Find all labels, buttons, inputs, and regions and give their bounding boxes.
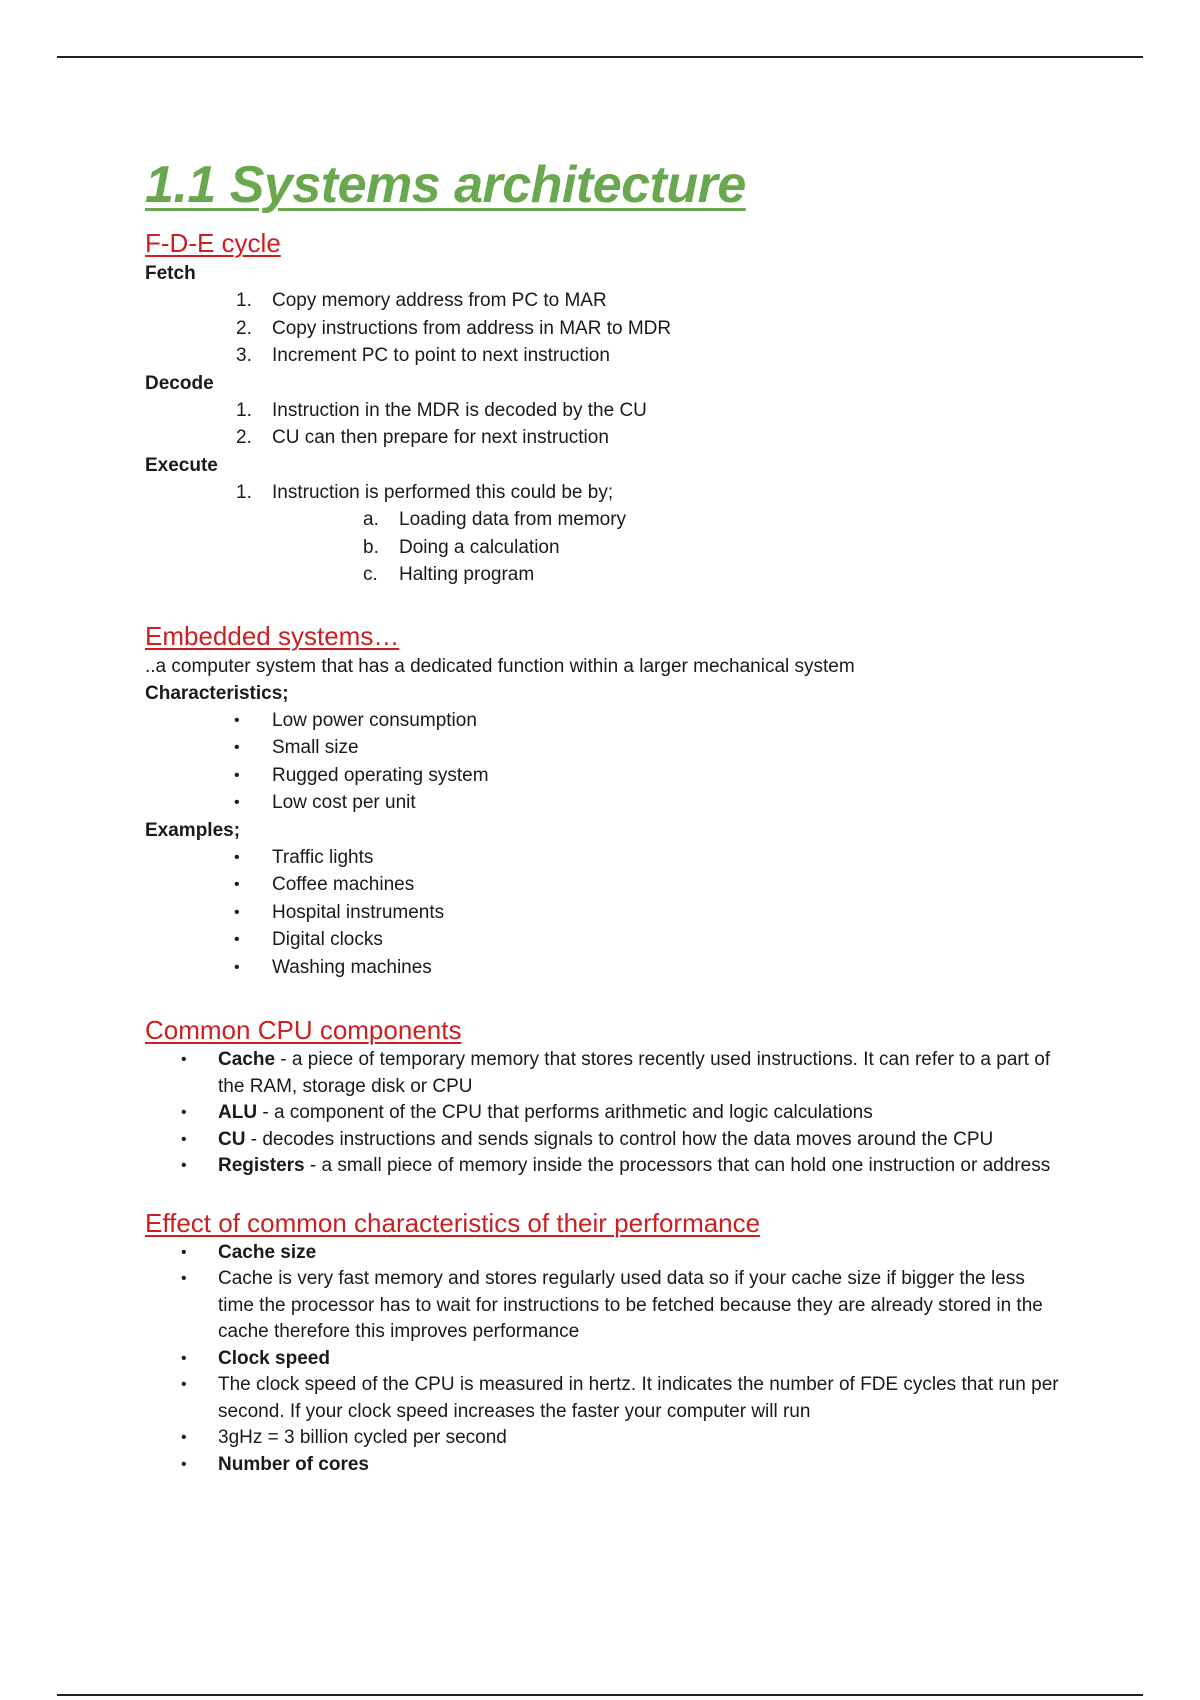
list-item: • Traffic lights	[234, 846, 374, 868]
list-item: • ALU - a component of the CPU that performs arithmetic and logic calculations	[181, 1102, 873, 1123]
cpu-section	[145, 1013, 1065, 1180]
fetch-steps-list	[145, 287, 1065, 370]
header-rule	[57, 56, 1143, 58]
list-item: • Registers - a small piece of memory inside the processors that can hold one instruction or address	[181, 1155, 1051, 1176]
cpu-heading: Common CPU components	[145, 1015, 462, 1045]
effect-heading: Effect of common characteristics of their performance	[145, 1207, 761, 1238]
page-title: 1.1 Systems architecture	[145, 156, 746, 214]
fde-section	[145, 226, 1065, 589]
list-item: • The clock speed of the CPU is measured in hertz. It indicates the number of FDE cycles that run per second. If your clock speed increases the faster your computer will run	[181, 1374, 1059, 1422]
effect-list	[145, 1240, 1065, 1479]
document-body	[145, 152, 1065, 1478]
list-item: • Hospital instruments	[234, 901, 445, 923]
list-item: 1. Copy memory address from PC to MAR	[236, 290, 607, 311]
effect-section	[145, 1206, 1065, 1479]
characteristics-list	[145, 707, 1065, 817]
list-item: • Washing machines	[234, 956, 432, 978]
embedded-definition: ..a computer system that has a dedicated function within a larger mechanical system	[145, 655, 855, 677]
decode-steps-list	[145, 397, 1065, 452]
list-item: • CU - decodes instructions and sends signals to control how the data moves around the CPU	[181, 1128, 994, 1150]
cpu-components-list	[145, 1047, 1065, 1180]
list-item: • Low power consumption	[234, 709, 477, 731]
list-item: • Digital clocks	[234, 929, 383, 950]
execute-label: Execute	[145, 454, 218, 476]
decode-label: Decode	[145, 372, 214, 394]
list-item: 2. CU can then prepare for next instruction	[236, 427, 609, 448]
embedded-heading: Embedded systems…	[145, 620, 400, 651]
list-item: • Cache - a piece of temporary memory that stores recently used instructions. It can refer to a part of the RAM, storage disk or CPU	[181, 1049, 1051, 1097]
list-item: 2. Copy instructions from address in MAR to MDR	[236, 317, 672, 339]
list-item: • Low cost per unit	[234, 792, 416, 813]
list-item: • Rugged operating system	[234, 764, 489, 786]
list-item: 1. Instruction in the MDR is decoded by the CU	[236, 399, 647, 421]
characteristics-label: Characteristics;	[145, 682, 289, 704]
examples-label: Examples;	[145, 819, 241, 841]
fetch-label: Fetch	[145, 263, 196, 284]
list-item: • Small size	[234, 737, 359, 758]
list-item: b. Doing a calculation	[363, 536, 560, 558]
list-item: • Number of cores	[181, 1453, 369, 1475]
list-item: • Cache size	[181, 1241, 317, 1263]
examples-list	[145, 844, 1065, 982]
list-item: • Coffee machines	[234, 874, 415, 895]
list-item: • 3gHz = 3 billion cycled per second	[181, 1427, 507, 1448]
embedded-section	[145, 619, 1065, 982]
execute-steps-list	[145, 479, 1065, 589]
list-item: a. Loading data from memory	[363, 509, 627, 530]
list-item: c. Halting program	[363, 564, 535, 585]
footer-rule	[57, 1694, 1143, 1696]
list-item: • Cache is very fast memory and stores regularly used data so if your cache size if bigger the less time the processor has to wait for instructions to be fetched because they are already stored in the cache therefore this improves performance	[181, 1268, 1043, 1342]
fde-heading: F-D-E cycle	[145, 228, 281, 258]
list-item: 3. Increment PC to point to next instruction	[236, 345, 610, 366]
list-item: • Clock speed	[181, 1347, 330, 1369]
list-item: 1. Instruction is performed this could be by;	[236, 481, 614, 503]
